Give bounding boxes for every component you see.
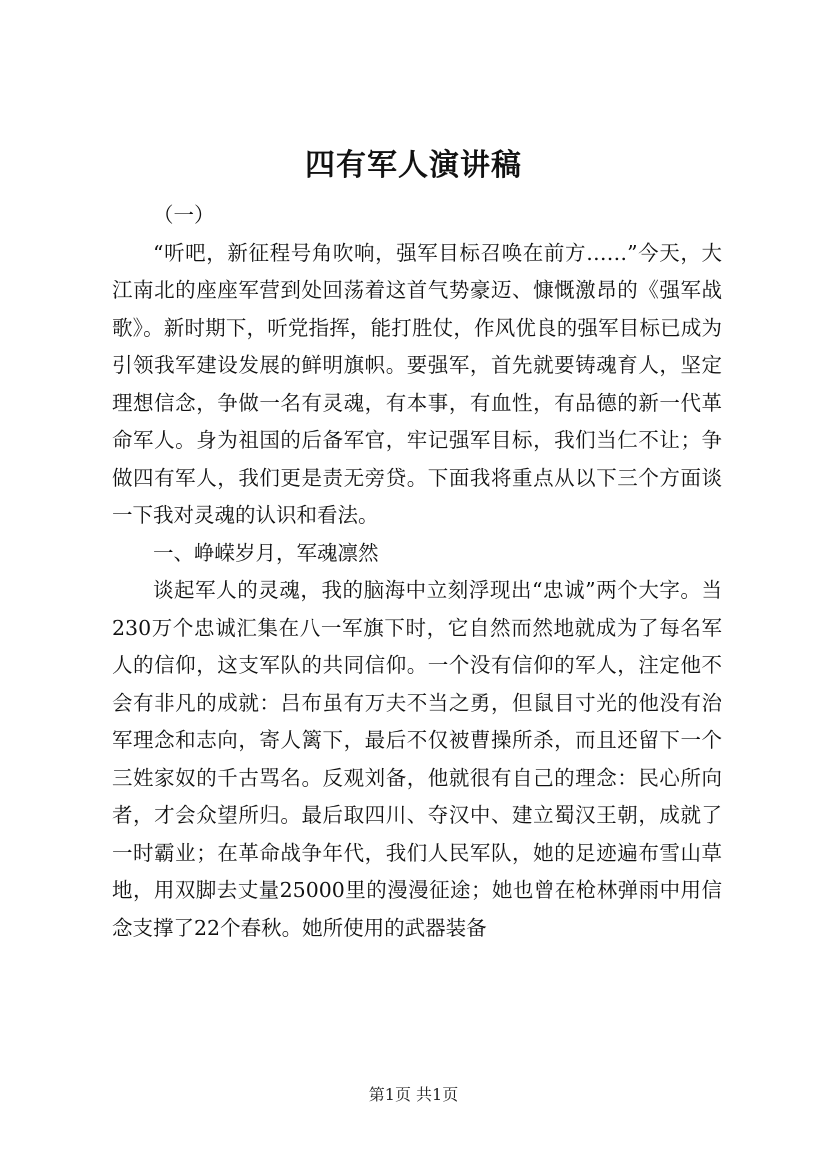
document-title: 四有军人演讲稿 (305, 148, 522, 183)
paragraph-section-1: 谈起军人的灵魂，我的脑海中立刻浮现出“忠诚”两个大字。当230万个忠诚汇集在八一军旗下时，它自然而然地就成为了每名军人的信仰，这支军队的共同信仰。一个没有信仰的军人，注定他不会有非凡的成就：吕布虽有万夫不当之勇，但鼠目寸光的他没有治军理念和志向，寄人篱下，最后不仅被曹操所杀，而且还留下一个三姓家奴的千古骂名。反观刘备，他就很有自己的理念：民心所向者，才会众望所归。最后取四川、夺汉中、建立蜀汉王朝，成就了一时霸业；在革命战争年代，我们人民军队，她的足迹遍布雪山草地，用双脚去丈量25000里的漫漫征途；她也曾在枪林弹雨中用信念支撑了22个春秋。她所使用的武器装备 (112, 578, 722, 940)
page-footer: 第1页 共1页 (368, 1085, 459, 1104)
section-heading-1: 一、峥嵘岁月，军魂凛然 (153, 540, 379, 565)
section-marker: （一） (153, 203, 215, 227)
paragraph-intro: “听吧，新征程号角吹响，强军目标召唤在前方……”今天，大江南北的座座军营到处回荡着这首气势豪迈、慷慨激昂的《强军战歌》。新时期下，听党指挥，能打胜仗，作风优良的强军目标已成为引领我军建设发展的鲜明旗帜。要强军，首先就要铸魂育人，坚定理想信念，争做一名有灵魂，有本事，有血性，有品德的新一代革命军人。身为祖国的后备军官，牢记强军目标，我们当仁不让；争做四有军人，我们更是责无旁贷。下面我将重点从以下三个方面谈一下我对灵魂的认识和看法。 (112, 240, 722, 527)
document-body (112, 197, 722, 947)
